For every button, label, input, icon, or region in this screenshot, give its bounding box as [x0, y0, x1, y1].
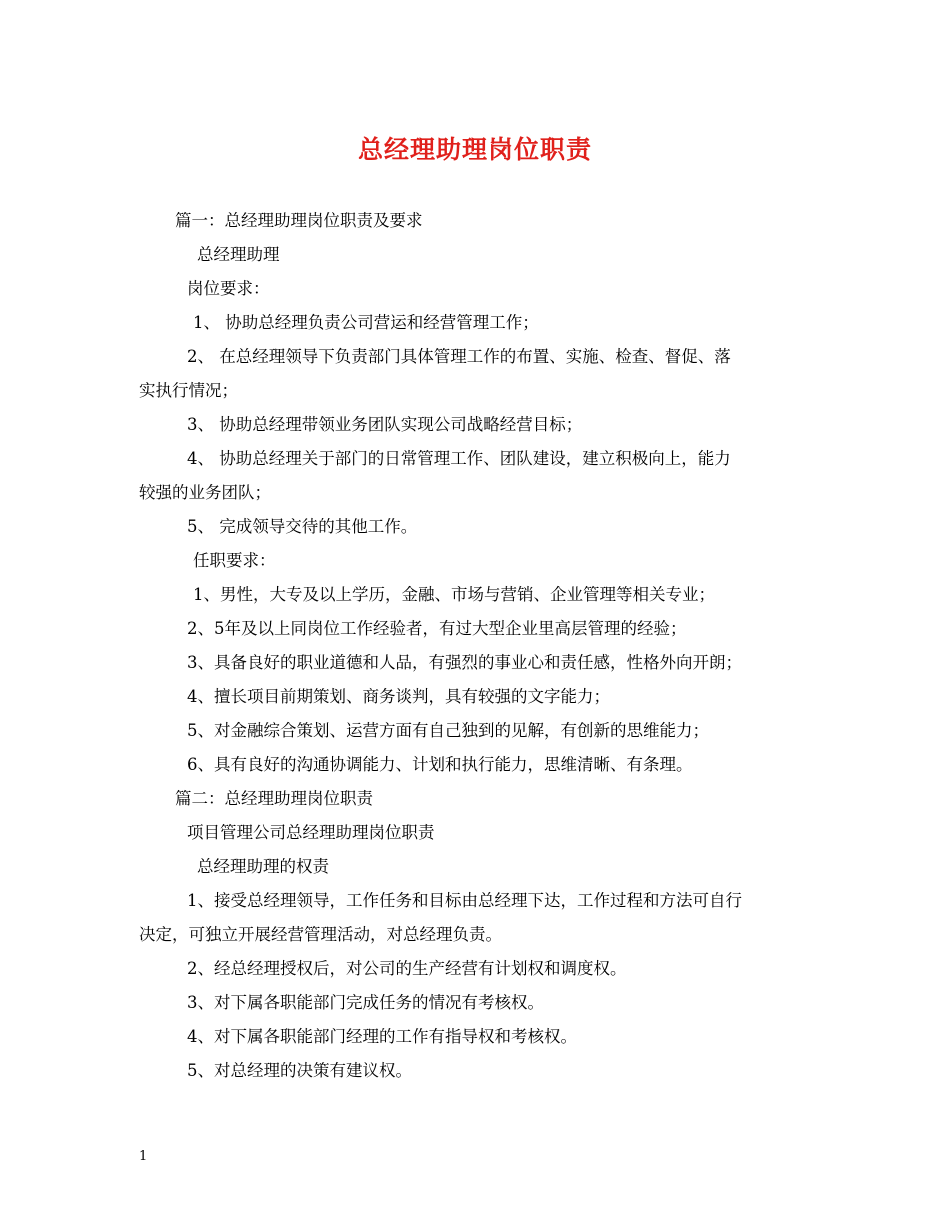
- qualification-item-1: 1、男性，大专及以上学历，金融、市场与营销、企业管理等相关专业；: [193, 585, 715, 604]
- qualification-item-2: 2、5年及以上同岗位工作经验者，有过大型企业里高层管理的经验；: [187, 619, 687, 638]
- section-heading-1: 篇一：总经理助理岗位职责及要求: [175, 211, 423, 230]
- qualification-item-6: 6、具有良好的沟通协调能力、计划和执行能力，思维清晰、有条理。: [187, 755, 693, 774]
- authority-item-1-cont: 决定，可独立开展经营管理活动，对总经理负责。: [139, 925, 502, 944]
- duty-item-4-cont: 较强的业务团队；: [139, 483, 271, 502]
- job-title: 总经理助理: [197, 245, 280, 264]
- duty-item-1: 1、 协助总经理负责公司营运和经营管理工作；: [193, 313, 539, 332]
- duty-item-4: 4、 协助总经理关于部门的日常管理工作、团队建设，建立积极向上，能力: [187, 449, 731, 468]
- qualification-item-4: 4、擅长项目前期策划、商务谈判，具有较强的文字能力；: [187, 687, 610, 706]
- qualification-item-3: 3、具备良好的职业道德和人品，有强烈的事业心和责任感，性格外向开朗；: [187, 653, 742, 672]
- qualification-item-5: 5、对金融综合策划、运营方面有自己独到的见解，有创新的思维能力；: [187, 721, 709, 740]
- subheading-authority: 总经理助理的权责: [197, 857, 329, 876]
- page-number: 1: [139, 1149, 148, 1164]
- subheading-duties: 岗位要求：: [187, 279, 270, 298]
- subheading-qualifications: 任职要求：: [193, 551, 276, 570]
- duty-item-3: 3、 协助总经理带领业务团队实现公司战略经营目标；: [187, 415, 583, 434]
- duty-item-5: 5、 完成领导交待的其他工作。: [187, 517, 418, 536]
- subtitle: 项目管理公司总经理助理岗位职责: [187, 823, 435, 842]
- page-title: 总经理助理岗位职责: [357, 135, 592, 164]
- authority-item-3: 3、对下属各职能部门完成任务的情况有考核权。: [187, 993, 544, 1012]
- duty-item-2: 2、 在总经理领导下负责部门具体管理工作的布置、实施、检查、督促、落: [187, 347, 731, 366]
- authority-item-1: 1、接受总经理领导，工作任务和目标由总经理下达，工作过程和方法可自行: [187, 891, 742, 910]
- authority-item-4: 4、对下属各职能部门经理的工作有指导权和考核权。: [187, 1027, 577, 1046]
- section-heading-2: 篇二：总经理助理岗位职责: [175, 789, 373, 808]
- duty-item-2-cont: 实执行情况；: [139, 381, 238, 400]
- authority-item-5: 5、对总经理的决策有建议权。: [187, 1061, 412, 1080]
- authority-item-2: 2、经总经理授权后，对公司的生产经营有计划权和调度权。: [187, 959, 627, 978]
